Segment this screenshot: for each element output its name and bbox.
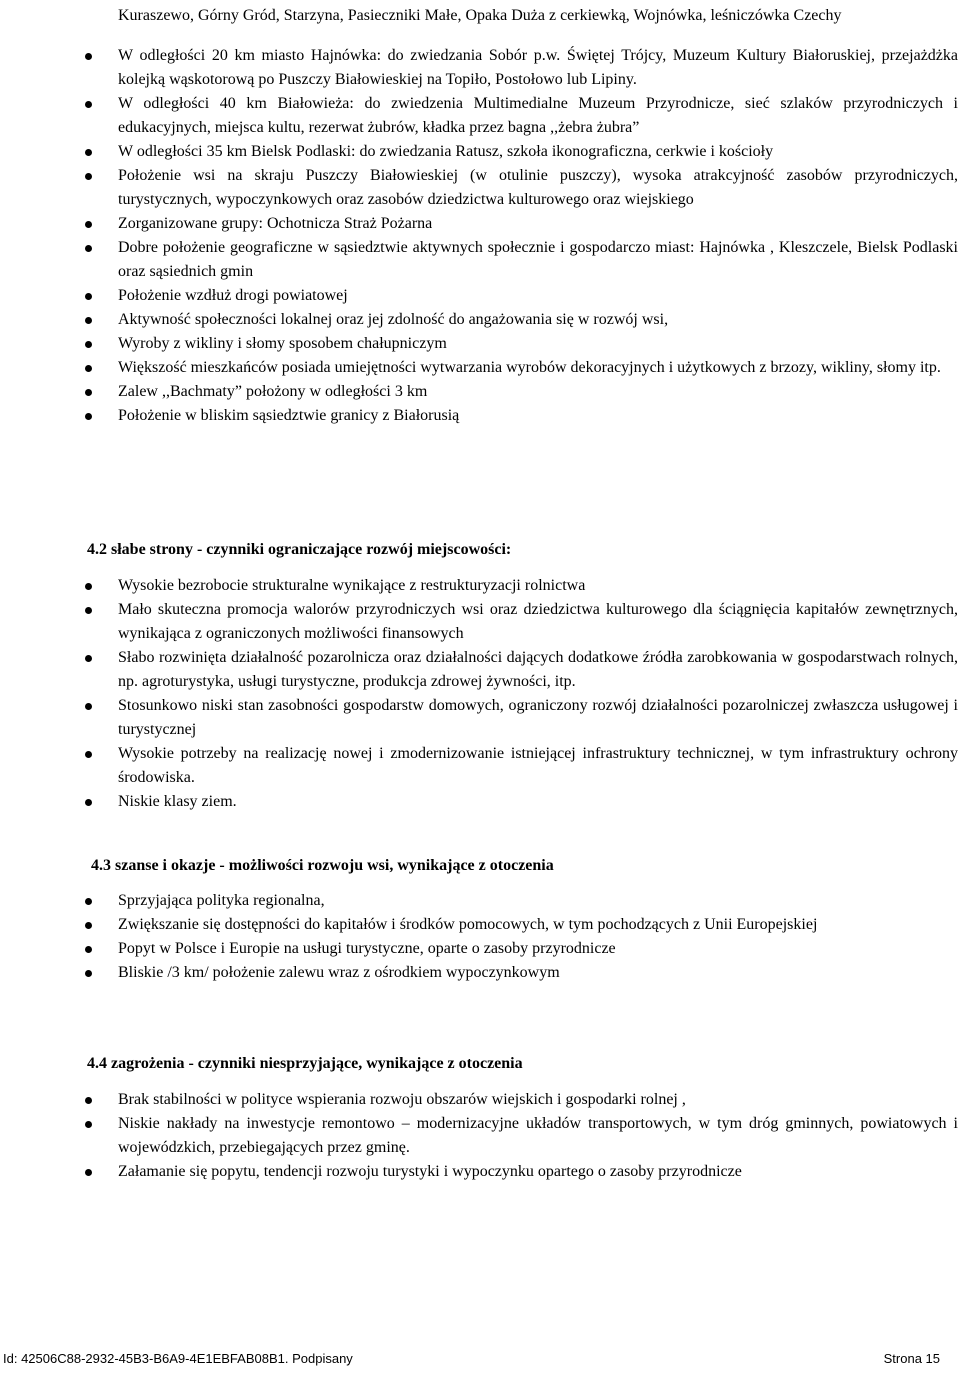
threats-list xyxy=(118,1088,958,1184)
list-item: W odległości 35 km Bielsk Podlaski: do zwiedzania Ratusz, szkoła ikonograficzna, cerkwie i kościoły xyxy=(118,140,958,164)
list-item: Zorganizowane grupy: Ochotnicza Straż Pożarna xyxy=(118,212,958,236)
list-item: Załamanie się popytu, tendencji rozwoju turystyki i wypoczynku opartego o zasoby przyrodnicze xyxy=(118,1160,958,1184)
bullet-icon xyxy=(85,655,92,662)
bullet-icon xyxy=(85,293,92,300)
bullet-icon xyxy=(85,389,92,396)
bullet-icon xyxy=(85,413,92,420)
list-item: Niskie klasy ziem. xyxy=(118,790,958,814)
list-item: Sprzyjająca polityka regionalna, xyxy=(118,889,958,913)
bullet-icon xyxy=(85,101,92,108)
strengths-list xyxy=(118,44,958,428)
bullet-icon xyxy=(85,583,92,590)
list-item: Położenie w bliskim sąsiedztwie granicy z Białorusią xyxy=(118,404,958,428)
bullet-icon xyxy=(85,173,92,180)
list-item: Brak stabilności w polityce wspierania rozwoju obszarów wiejskich i gospodarki rolnej , xyxy=(118,1088,958,1112)
list-item: Większość mieszkańców posiada umiejętności wytwarzania wyrobów dekoracyjnych i użytkowych z brzozy, wikliny, słomy itp. xyxy=(118,356,958,380)
list-item: Popyt w Polsce i Europie na usługi turystyczne, oparte o zasoby przyrodnicze xyxy=(118,937,958,961)
list-item: Położenie wsi na skraju Puszczy Białowieskiej (w otulinie puszczy), wysoka atrakcyjność zasobów przyrodniczych, turystycznych, wypoczynkowych oraz zasobów dziedzictwa kulturowego oraz wiejskiego xyxy=(118,164,958,212)
bullet-icon xyxy=(85,799,92,806)
bullet-icon xyxy=(85,898,92,905)
list-item: Mało skuteczna promocja walorów przyrodniczych wsi oraz dziedzictwa kulturowego dla ściągnięcia kapitałów zewnętrznych, wynikająca z ograniczonych możliwości finansowych xyxy=(118,598,958,646)
list-item: Wyroby z wikliny i słomy sposobem chałupniczym xyxy=(118,332,958,356)
list-item: Niskie nakłady na inwestycje remontowo – modernizacyjne układów transportowych, w tym dróg gminnych, powiatowych i wojewódzkich, przebiegających przez gminę. xyxy=(118,1112,958,1160)
section-heading-threats: 4.4 zagrożenia - czynniki niesprzyjające, wynikające z otoczenia xyxy=(87,1055,523,1072)
paragraph-continuation: Kuraszewo, Górny Gród, Starzyna, Pasieczniki Małe, Opaka Duża z cerkiewką, Wojnówka, leśniczówka Czechy xyxy=(118,7,842,24)
list-item: Wysokie potrzeby na realizację nowej i zmodernizowanie istniejącej infrastruktury technicznej, w tym infrastruktury ochrony środowiska. xyxy=(118,742,958,790)
bullet-icon xyxy=(85,341,92,348)
list-item: Słabo rozwinięta działalność pozarolnicza oraz działalności dających dodatkowe źródła zarobkowania w gospodarstwach rolnych, np. agroturystyka, usługi turystyczne, produkcja zdrowej żywności, itp. xyxy=(118,646,958,694)
bullet-icon xyxy=(85,245,92,252)
list-item: Stosunkowo niski stan zasobności gospodarstw domowych, ograniczony rozwój działalności pozarolniczej zwłaszcza usługowej i turystycznej xyxy=(118,694,958,742)
bullet-icon xyxy=(85,221,92,228)
bullet-icon xyxy=(85,1169,92,1176)
bullet-icon xyxy=(85,751,92,758)
list-item: Położenie wzdłuż drogi powiatowej xyxy=(118,284,958,308)
bullet-icon xyxy=(85,365,92,372)
bullet-icon xyxy=(85,149,92,156)
page-number: Strona 15 xyxy=(883,1351,940,1366)
list-item: Zalew ,,Bachmaty” położony w odległości 3 km xyxy=(118,380,958,404)
list-item: W odległości 20 km miasto Hajnówka: do zwiedzania Sobór p.w. Świętej Trójcy, Muzeum Kultury Białoruskiej, przejażdżka kolejką wąskotorową po Puszczy Białowieskiej na Topiło, Postołowo lub Lipiny. xyxy=(118,44,958,92)
bullet-icon xyxy=(85,607,92,614)
section-heading-opportunities: 4.3 szanse i okazje - możliwości rozwoju wsi, wynikające z otoczenia xyxy=(91,857,554,874)
list-item: Aktywność społeczności lokalnej oraz jej zdolność do angażowania się w rozwój wsi, xyxy=(118,308,958,332)
list-item: Bliskie /3 km/ położenie zalewu wraz z ośrodkiem wypoczynkowym xyxy=(118,961,958,985)
list-item: Dobre położenie geograficzne w sąsiedztwie aktywnych społecznie i gospodarczo miast: Hajnówka , Kleszczele, Bielsk Podlaski oraz sąsiednich gmin xyxy=(118,236,958,284)
weaknesses-list xyxy=(118,574,958,814)
document-id-footer: Id: 42506C88-2932-45B3-B6A9-4E1EBFAB08B1. Podpisany xyxy=(3,1351,353,1366)
list-item: Zwiększanie się dostępności do kapitałów i środków pomocowych, w tym pochodzących z Unii Europejskiej xyxy=(118,913,958,937)
opportunities-list xyxy=(118,889,958,985)
bullet-icon xyxy=(85,946,92,953)
bullet-icon xyxy=(85,922,92,929)
section-heading-weaknesses: 4.2 słabe strony - czynniki ograniczające rozwój miejscowości: xyxy=(87,541,512,558)
bullet-icon xyxy=(85,970,92,977)
list-item: Wysokie bezrobocie strukturalne wynikające z restrukturyzacji rolnictwa xyxy=(118,574,958,598)
bullet-icon xyxy=(85,1121,92,1128)
bullet-icon xyxy=(85,53,92,60)
bullet-icon xyxy=(85,317,92,324)
bullet-icon xyxy=(85,1097,92,1104)
bullet-icon xyxy=(85,703,92,710)
list-item: W odległości 40 km Białowieża: do zwiedzenia Multimedialne Muzeum Przyrodnicze, sieć szlaków przyrodniczych i edukacyjnych, miejsca kultu, rezerwat żubrów, kładka przez bagna ,,żebra żubra” xyxy=(118,92,958,140)
